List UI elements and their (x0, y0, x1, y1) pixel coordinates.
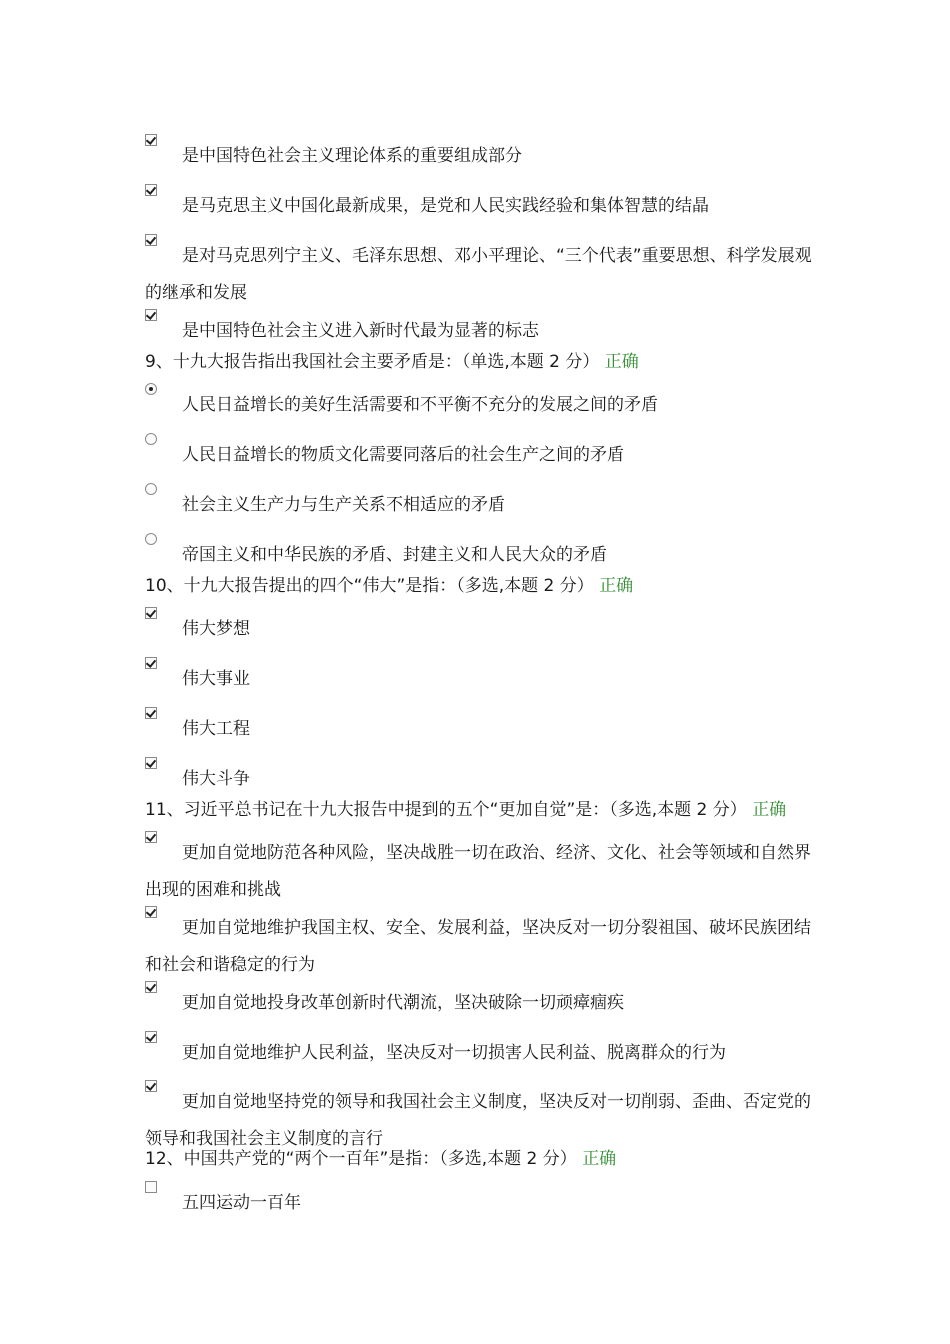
question-text: 10、十九大报告提出的四个“伟大”是指：（多选,本题 2 分） (145, 576, 594, 596)
option-label: 伟大梦想 (182, 619, 250, 639)
answer-option (145, 704, 825, 741)
question-title (145, 574, 835, 598)
answer-option (145, 181, 825, 218)
option-label: 是中国特色社会主义理论体系的重要组成部分 (182, 146, 522, 166)
answer-option (145, 430, 825, 467)
answer-option (145, 754, 825, 791)
option-label: 社会主义生产力与生产关系不相适应的矛盾 (182, 495, 505, 515)
answer-option (145, 231, 825, 305)
option-label: 更加自觉地投身改革创新时代潮流，坚决破除一切顽瘴痼疾 (182, 993, 624, 1013)
option-label: 更加自觉地防范各种风险，坚决战胜一切在政治、经济、文化、社会等领域和自然界出现的困难和挑战 (145, 843, 811, 900)
result-status: 正确 (599, 576, 634, 596)
answer-option (145, 306, 825, 343)
option-label: 伟大斗争 (182, 769, 250, 789)
question-title (145, 350, 835, 374)
answer-option (145, 1028, 825, 1065)
answer-option (145, 604, 825, 641)
answer-option (145, 131, 825, 168)
option-label: 更加自觉地坚持党的领导和我国社会主义制度，坚决反对一切削弱、歪曲、否定党的领导和我国社会主义制度的言行 (145, 1092, 811, 1149)
option-label: 是对马克思列宁主义、毛泽东思想、邓小平理论、“三个代表”重要思想、科学发展观的继承和发展 (145, 246, 812, 303)
option-label: 人民日益增长的美好生活需要和不平衡不充分的发展之间的矛盾 (182, 395, 658, 415)
option-label: 更加自觉地维护我国主权、安全、发展利益，坚决反对一切分裂祖国、破坏民族团结和社会和谐稳定的行为 (145, 918, 811, 975)
option-label: 伟大事业 (182, 669, 250, 689)
answer-option (145, 654, 825, 691)
result-status: 正确 (752, 800, 787, 820)
answer-option (145, 1077, 825, 1151)
question-title (145, 798, 835, 822)
answer-option (145, 480, 825, 517)
option-label: 更加自觉地维护人民利益，坚决反对一切损害人民利益、脱离群众的行为 (182, 1043, 726, 1063)
answer-option (145, 903, 825, 977)
question-title (145, 1147, 835, 1171)
option-label: 伟大工程 (182, 719, 250, 739)
answer-option (145, 828, 825, 902)
option-label: 五四运动一百年 (182, 1193, 301, 1213)
answer-option (145, 530, 825, 567)
answer-option (145, 978, 825, 1015)
result-status: 正确 (582, 1149, 617, 1169)
answer-option (145, 380, 825, 417)
option-label: 是中国特色社会主义进入新时代最为显著的标志 (182, 321, 539, 341)
option-label: 帝国主义和中华民族的矛盾、封建主义和人民大众的矛盾 (182, 545, 607, 565)
question-text: 11、习近平总书记在十九大报告中提到的五个“更加自觉”是：（多选,本题 2 分） (145, 800, 747, 820)
option-label: 人民日益增长的物质文化需要同落后的社会生产之间的矛盾 (182, 445, 624, 465)
answer-option (145, 1178, 825, 1215)
result-status: 正确 (604, 352, 639, 372)
question-text: 12、中国共产党的“两个一百年”是指：（多选,本题 2 分） (145, 1149, 577, 1169)
question-text: 9、十九大报告指出我国社会主要矛盾是：（单选,本题 2 分） (145, 352, 600, 372)
option-label: 是马克思主义中国化最新成果，是党和人民实践经验和集体智慧的结晶 (182, 196, 709, 216)
